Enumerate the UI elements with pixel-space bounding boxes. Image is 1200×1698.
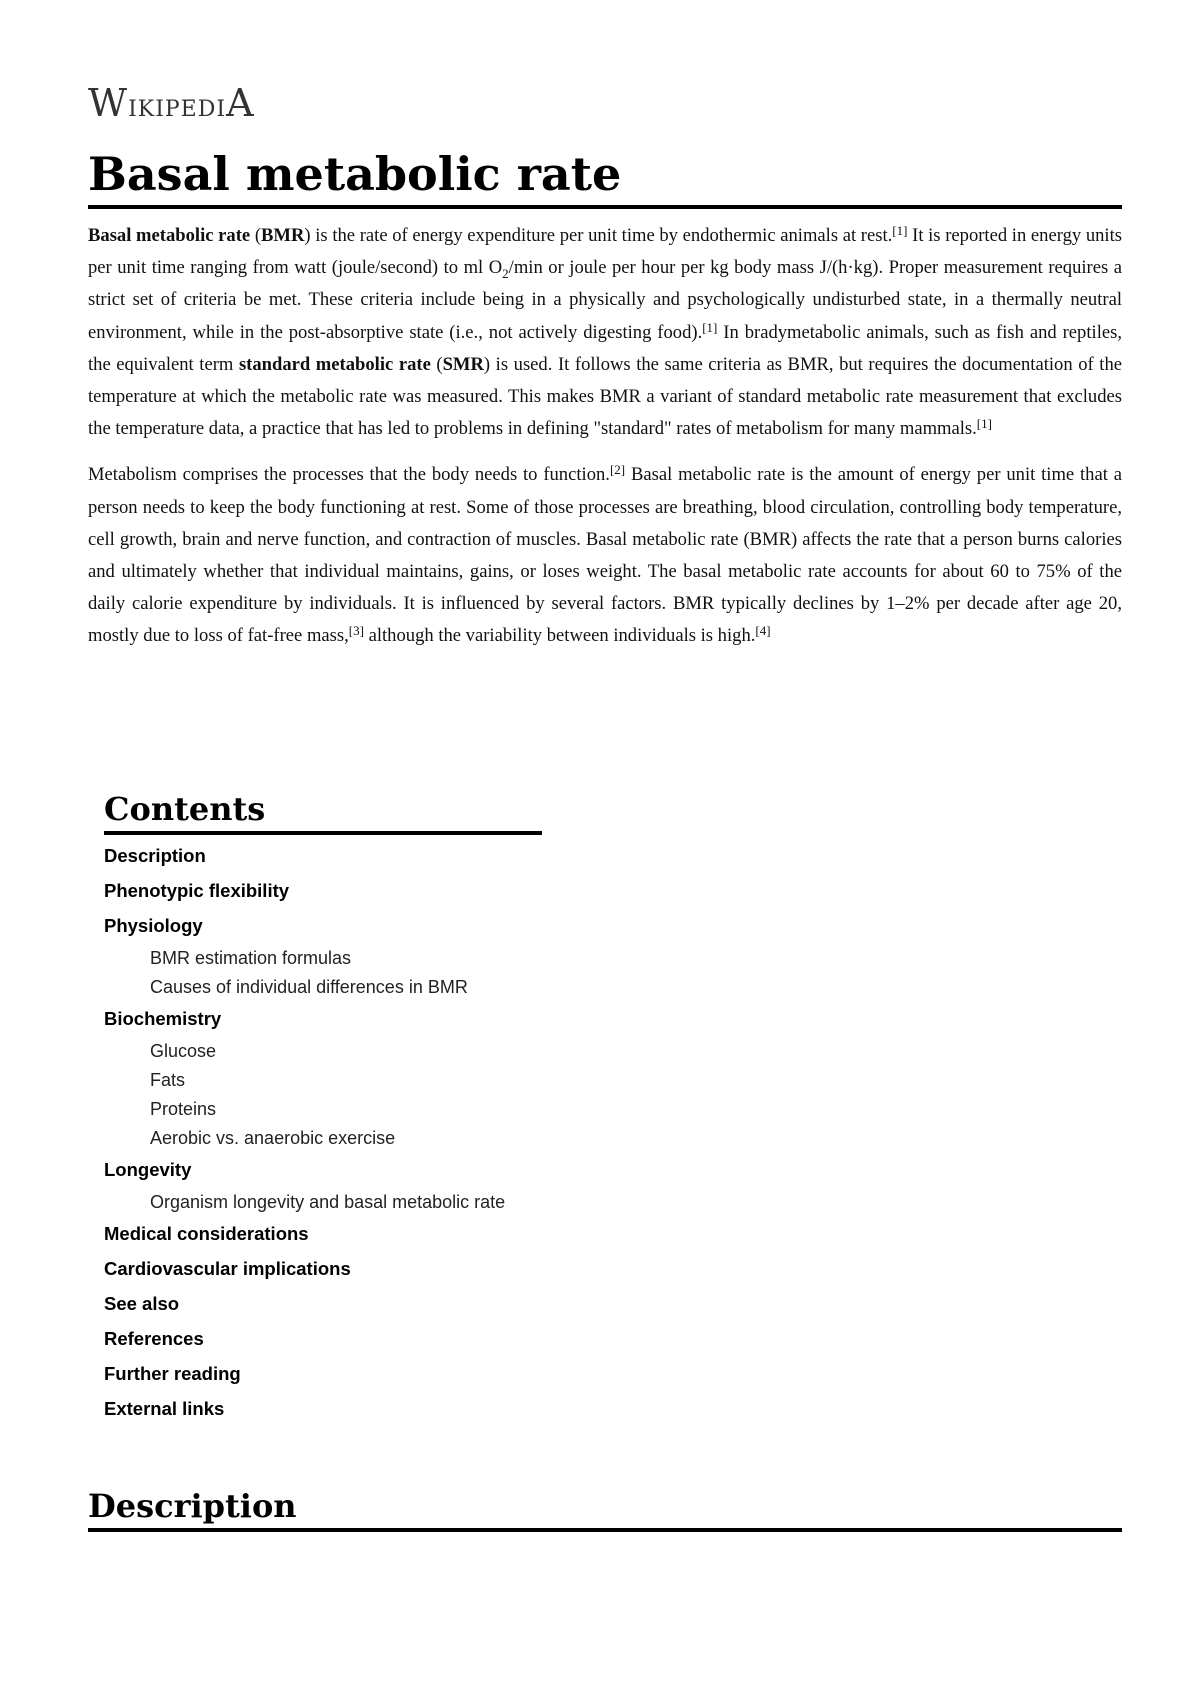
- text-run: although the variability between individuals is high.: [363, 625, 756, 647]
- toc-item-see-also[interactable]: See also: [104, 1293, 180, 1314]
- page-title: Basal metabolic rate: [88, 145, 1122, 209]
- citation-link[interactable]: [4]: [755, 623, 771, 639]
- toc-subitem[interactable]: Organism longevity and basal metabolic rate: [150, 1192, 506, 1212]
- wikipedia-wordmark-logo[interactable]: WikipediA: [88, 81, 255, 125]
- text-run: Metabolism comprises the processes that the body needs to function.: [88, 464, 610, 486]
- subscript: 2: [502, 266, 509, 282]
- toc-subsection-group: [104, 944, 542, 1002]
- citation-link[interactable]: [1]: [892, 223, 908, 238]
- toc-subitem[interactable]: Glucose: [150, 1041, 217, 1061]
- toc-subitem[interactable]: BMR estimation formulas: [150, 948, 352, 968]
- toc-item-references[interactable]: References: [104, 1328, 204, 1349]
- toc-list: [104, 845, 542, 1420]
- toc-subsection-group: [104, 1037, 542, 1153]
- toc-item-further-reading[interactable]: Further reading: [104, 1363, 241, 1384]
- article-intro: [88, 220, 1122, 667]
- text-run: (: [250, 225, 262, 246]
- bold-term: BMR: [261, 225, 305, 246]
- toc-title: Contents: [104, 787, 542, 835]
- text-run: Basal metabolic rate is the amount of energy per unit time that a person needs to keep the body functioning at rest. Some of those processes are breathing, blood circulation, controlling body temperature, cell growth, brain and nerve function, and contraction of muscles. Basal metabolic rate (BMR) affects the rate that a person burns calories and ultimately whether that individual maintains, gains, or loses weight. The basal metabolic rate accounts for about 60 to 75% of the daily calorie expenditure by individuals. It is influenced by several factors. BMR typically declines by 1–2% per decade after age 20, mostly due to loss of fat-free mass,: [88, 464, 1122, 647]
- toc-item-medical-considerations[interactable]: Medical considerations: [104, 1223, 309, 1244]
- intro-paragraph-2: [88, 459, 1122, 652]
- citation-link[interactable]: [1]: [976, 416, 992, 432]
- text-run: /min or joule per hour per kg body mass J/(h·kg). Proper measurement requires a strict set of criteria be met. These criteria include being in a physically and psychologically undisturbed state, in a thermally neutral environment, while in the post-absorptive state (i.e., not actively digesting food).: [88, 257, 1122, 343]
- bold-term: SMR: [442, 353, 484, 375]
- toc-subitem[interactable]: Proteins: [150, 1099, 217, 1119]
- text-run: In bradymetabolic animals, such as fish and reptiles, the equivalent term: [88, 321, 1122, 375]
- bold-term: standard metabolic rate: [238, 353, 431, 375]
- text-run: (: [430, 353, 443, 375]
- toc-subsection-group: [104, 1188, 542, 1217]
- text-run: ) is the rate of energy expenditure per unit time by endothermic animals at rest.: [304, 225, 893, 246]
- bold-term: Basal metabolic rate: [88, 225, 251, 246]
- toc-item-longevity[interactable]: Longevity: [104, 1159, 192, 1180]
- text-run: It is reported in energy units per unit time ranging from watt (joule/second) to ml O: [88, 225, 1122, 279]
- citation-link[interactable]: [1]: [702, 319, 718, 335]
- text-run: ) is used. It follows the same criteria as BMR, but requires the documentation of the temperature at which the metabolic rate was measured. This makes BMR a variant of standard metabolic rate measurement that excludes the temperature data, a practice that has led to problems in defining "standard" rates of metabolism for many mammals.: [88, 353, 1122, 440]
- toc-subitem[interactable]: Aerobic vs. anaerobic exercise: [150, 1128, 396, 1148]
- toc-item-biochemistry[interactable]: Biochemistry: [104, 1008, 222, 1029]
- toc-item-external-links[interactable]: External links: [104, 1398, 225, 1419]
- citation-link[interactable]: [2]: [609, 462, 626, 478]
- section-heading-description: Description: [88, 1484, 1122, 1532]
- intro-paragraph-1: [88, 220, 1122, 445]
- toc-subitem[interactable]: Causes of individual differences in BMR: [150, 977, 468, 997]
- toc-item-physiology[interactable]: Physiology: [104, 915, 203, 936]
- toc-item-cardiovascular-implications[interactable]: Cardiovascular implications: [104, 1258, 351, 1279]
- citation-link[interactable]: [3]: [348, 623, 364, 639]
- toc-item-description[interactable]: Description: [104, 845, 206, 866]
- toc-item-phenotypic-flexibility[interactable]: Phenotypic flexibility: [104, 880, 290, 901]
- table-of-contents: [104, 787, 542, 1433]
- toc-subitem[interactable]: Fats: [150, 1070, 186, 1090]
